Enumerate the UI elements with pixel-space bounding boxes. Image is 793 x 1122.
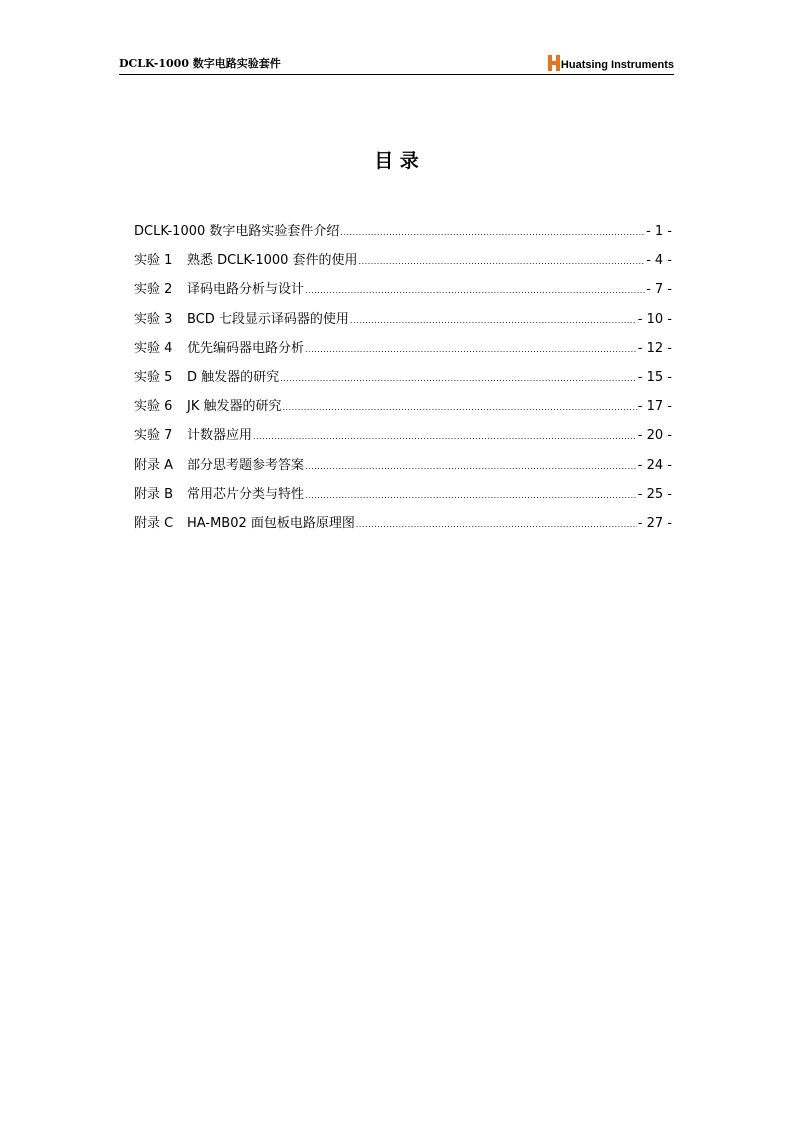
page-title: 目 录: [374, 150, 419, 172]
toc-entry-page: - 17 -: [637, 399, 672, 415]
toc-entry-page: - 12 -: [637, 340, 672, 356]
toc-leader-dots: [305, 457, 637, 477]
huatsing-logo-icon: [548, 55, 560, 71]
toc-leader-dots: [280, 369, 637, 389]
toc-entry-prefix: 附录 A: [134, 457, 174, 473]
toc-entry[interactable]: [134, 514, 672, 543]
toc-entry[interactable]: [134, 280, 672, 309]
page-header: [119, 52, 674, 75]
toc-entry-page: - 24 -: [637, 457, 672, 473]
toc-entry-prefix: 实验 3: [134, 311, 173, 327]
toc-leader-dots: [283, 398, 637, 418]
toc-entry-prefix: 实验 5: [134, 369, 173, 385]
toc-entry-title: 译码电路分析与设计: [187, 282, 305, 298]
toc-entry[interactable]: [134, 485, 672, 514]
header-doc-title: DCLK-1000 数字电路实验套件: [119, 57, 281, 70]
toc-entry-page: - 27 -: [637, 515, 672, 531]
toc-entry-prefix: 实验 6: [134, 399, 173, 415]
toc-entry-title: JK 触发器的研究: [187, 399, 282, 415]
toc-entry[interactable]: [134, 456, 672, 485]
brand-logo: [548, 55, 674, 71]
toc-entry-title: DCLK-1000 数字电路实验套件介绍: [134, 224, 340, 239]
toc-leader-dots: [350, 311, 637, 331]
toc-entry-title: 常用芯片分类与特性: [187, 486, 305, 502]
toc-entry-page: - 10 -: [637, 311, 672, 327]
toc-leader-dots: [356, 515, 637, 535]
toc-entry-title: BCD 七段显示译码器的使用: [187, 311, 349, 327]
brand-name: Huatsing Instruments: [560, 59, 674, 71]
toc-entry-title: 计数器应用: [187, 428, 253, 444]
toc-entry-page: - 25 -: [637, 486, 672, 502]
toc-leader-dots: [359, 252, 646, 272]
toc-entry-title: D 触发器的研究: [187, 369, 280, 385]
toc-entry-page: - 20 -: [637, 428, 672, 444]
toc-entry-prefix: 附录 C: [134, 515, 174, 531]
toc-entry-prefix: 实验 4: [134, 340, 173, 356]
toc-leader-dots: [305, 340, 637, 360]
toc-entry[interactable]: [134, 339, 672, 368]
toc-entry-page: - 7 -: [646, 282, 672, 298]
toc-leader-dots: [305, 486, 637, 506]
toc-entry-prefix: 实验 1: [134, 253, 173, 269]
toc-entry-prefix: 实验 7: [134, 428, 173, 444]
toc-leader-dots: [340, 223, 645, 243]
toc-entry[interactable]: [134, 251, 672, 280]
toc-entry-title: 熟悉 DCLK-1000 套件的使用: [187, 253, 358, 269]
toc-entry-page: - 1 -: [646, 224, 672, 239]
toc-entry-title: HA-MB02 面包板电路原理图: [187, 515, 355, 531]
toc-entry[interactable]: [134, 222, 672, 251]
toc-entry[interactable]: [134, 368, 672, 397]
toc-leader-dots: [305, 281, 645, 301]
toc-leader-dots: [253, 427, 637, 447]
toc-entry-title: 部分思考题参考答案: [187, 457, 305, 473]
toc-entry[interactable]: [134, 310, 672, 339]
toc-entry-page: - 15 -: [637, 369, 672, 385]
toc-entry-title: 优先编码器电路分析: [187, 340, 305, 356]
toc-entry[interactable]: [134, 397, 672, 426]
toc-entry-prefix: 附录 B: [134, 486, 174, 502]
toc-entry[interactable]: [134, 426, 672, 455]
toc-entry-prefix: 实验 2: [134, 282, 173, 298]
table-of-contents: [134, 222, 672, 543]
toc-entry-page: - 4 -: [646, 253, 672, 269]
